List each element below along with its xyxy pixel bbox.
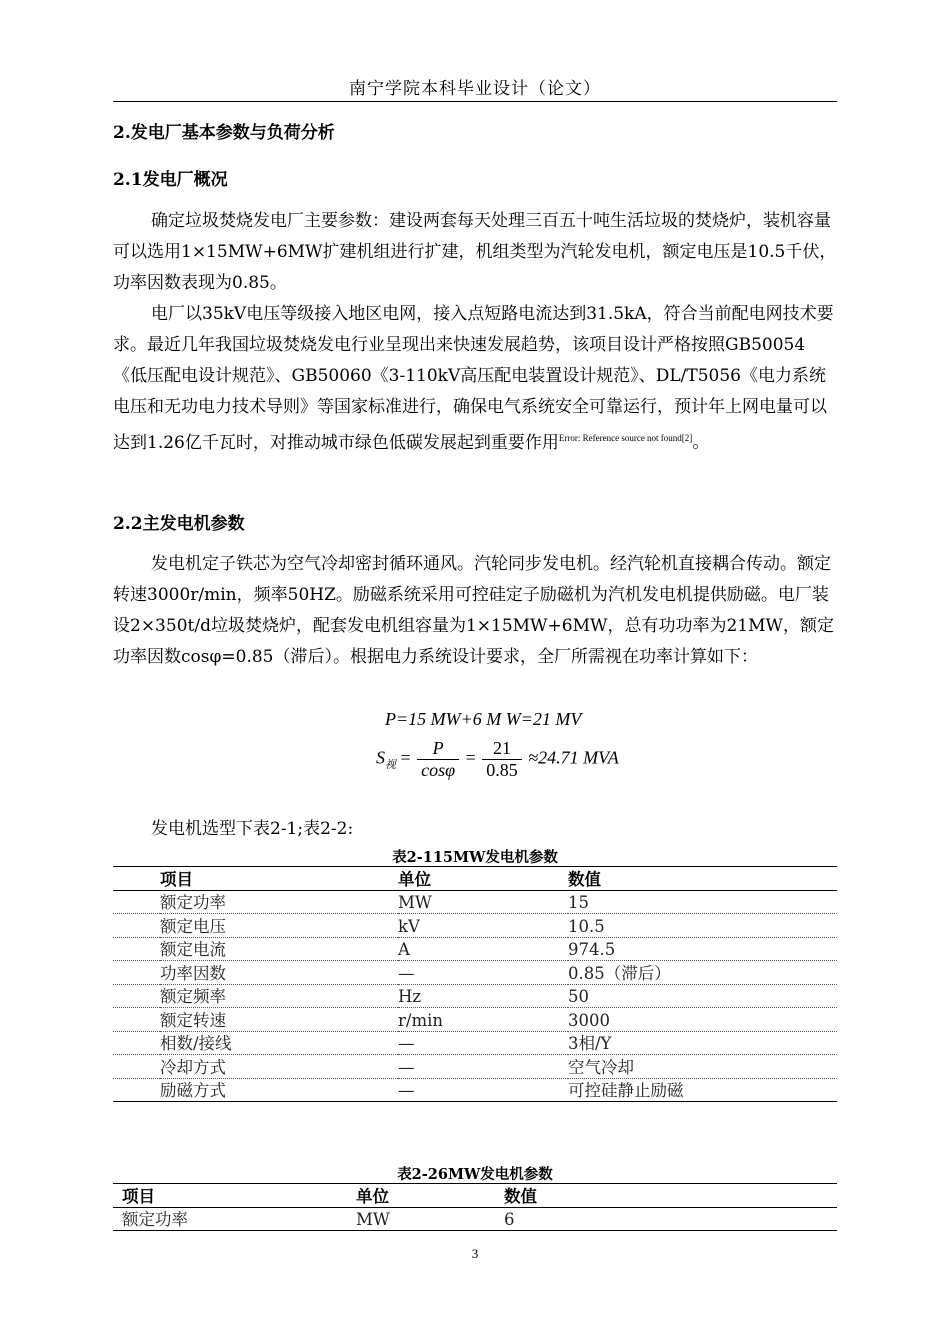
section-2-1-paragraph-1 — [113, 206, 837, 299]
cell-value: 6 — [504, 1207, 837, 1231]
fraction-denominator: cosφ — [421, 760, 456, 780]
column-header-unit: 单位 — [398, 867, 568, 891]
cell-unit: Hz — [398, 984, 568, 1008]
formula-lhs: S — [376, 747, 385, 768]
column-header-unit: 单位 — [356, 1184, 504, 1208]
cell-unit: kV — [398, 914, 568, 938]
cell-value: 15 — [568, 890, 837, 914]
column-header-value: 数值 — [568, 867, 837, 891]
section-2-2-paragraph-1 — [113, 549, 837, 673]
formula-apparent-power — [376, 738, 619, 781]
table-1-caption: 表2-115MW发电机参数 — [392, 849, 558, 866]
formula-fraction-2 — [482, 738, 522, 781]
table-header-row — [113, 1184, 837, 1208]
section-2-1-heading: 2.1发电厂概况 — [113, 170, 228, 190]
formula-equals: = — [465, 747, 476, 768]
cell-item: 功率因数 — [160, 961, 398, 985]
formula-fraction-1 — [417, 738, 459, 781]
page-header-title: 南宁学院本科毕业设计（论文） — [349, 79, 601, 99]
cell-value: 3相/Y — [568, 1031, 837, 1055]
table-row — [113, 914, 837, 938]
cell-unit: MW — [398, 890, 568, 914]
cell-unit: — — [398, 1055, 568, 1079]
table-row — [113, 1008, 837, 1032]
fraction-numerator: 21 — [482, 738, 522, 760]
generator-15mw-table — [113, 866, 837, 1102]
cell-item: 额定转速 — [160, 1008, 398, 1032]
table-row — [113, 890, 837, 914]
table-row — [113, 937, 837, 961]
paragraph-text: 电厂以35kV电压等级接入地区电网，接入点短路电流达到31.5kA，符合当前配电网技术要求。最近几年我国垃圾焚烧发电行业呈现出来快速发展趋势，该项目设计严格按照GB50054《低压配电设计规范》、GB50060《3-110kV高压配电装置设计规范》、DL/T5056《电力系统电压和无功电力技术导则》等国家标准进行，确保电气系统安全可靠运行，预计年上网电量可以达到1.26亿千瓦时，对推动城市绿色低碳发展起到重要作用 — [113, 304, 834, 453]
column-header-item: 项目 — [160, 867, 398, 891]
fraction-denominator: 0.85 — [486, 760, 518, 780]
generator-6mw-table — [113, 1183, 837, 1231]
reference-citation: Error: Reference source not found[2] — [558, 433, 693, 443]
cell-value: 0.85（滞后） — [568, 961, 837, 985]
formula-equals: = — [400, 747, 411, 768]
paragraph-text: 发电机选型下表2-1;表2-2: — [151, 819, 354, 839]
table-row — [113, 1031, 837, 1055]
header-rule — [113, 101, 837, 102]
cell-item: 额定频率 — [160, 984, 398, 1008]
cell-unit: r/min — [398, 1008, 568, 1032]
cell-value: 可控硅静止励磁 — [568, 1078, 837, 1102]
cell-item: 额定电流 — [160, 937, 398, 961]
table-row — [113, 1207, 837, 1231]
section-2-2-paragraph-2 — [113, 814, 837, 845]
fraction-numerator: P — [417, 738, 459, 760]
cell-item: 冷却方式 — [160, 1055, 398, 1079]
cell-unit: MW — [356, 1207, 504, 1231]
cell-item: 额定电压 — [160, 914, 398, 938]
cell-unit: — — [398, 961, 568, 985]
cell-unit: — — [398, 1031, 568, 1055]
section-2-1-paragraph-2 — [113, 299, 837, 459]
section-2-2-heading: 2.2主发电机参数 — [113, 514, 245, 534]
formula-result: ≈24.71 MVA — [528, 747, 619, 768]
column-header-value: 数值 — [504, 1184, 837, 1208]
cell-item: 相数/接线 — [160, 1031, 398, 1055]
cell-unit: A — [398, 937, 568, 961]
cell-value: 974.5 — [568, 937, 837, 961]
column-header-item: 项目 — [122, 1184, 356, 1208]
cell-item: 额定功率 — [160, 890, 398, 914]
cell-value: 空气冷却 — [568, 1055, 837, 1079]
paragraph-end-mark: 。 — [692, 432, 710, 453]
cell-unit: — — [398, 1078, 568, 1102]
paragraph-text: 发电机定子铁芯为空气冷却密封循环通风。汽轮同步发电机。经汽轮机直接耦合传动。额定转速3000r/min，频率50HZ。励磁系统采用可控硅定子励磁机为汽机发电机提供励磁。电厂装设2×350t/d垃圾焚烧炉，配套发电机组容量为1×15MW+6MW，总有功功率为21MW，额定功率因数cosφ=0.85（滞后）。根据电力系统设计要求，全厂所需视在功率计算如下： — [113, 554, 834, 667]
table-row — [113, 984, 837, 1008]
section-2-heading: 2.发电厂基本参数与负荷分析 — [113, 123, 335, 143]
cell-item: 额定功率 — [122, 1207, 356, 1231]
cell-value: 10.5 — [568, 914, 837, 938]
page-number: 3 — [471, 1246, 479, 1261]
cell-value: 50 — [568, 984, 837, 1008]
table-row — [113, 1055, 837, 1079]
cell-value: 3000 — [568, 1008, 837, 1032]
table-2-caption: 表2-26MW发电机参数 — [397, 1166, 553, 1183]
formula-active-power: P=15 MW+6 M W=21 MV — [385, 709, 582, 729]
paragraph-text: 确定垃圾焚烧发电厂主要参数：建设两套每天处理三百五十吨生活垃圾的焚烧炉，装机容量可以选用1×15MW+6MW扩建机组进行扩建，机组类型为汽轮发电机，额定电压是10.5千伏，功率因数表现为0.85。 — [113, 211, 837, 293]
table-row — [113, 1078, 837, 1102]
cell-item: 励磁方式 — [160, 1078, 398, 1102]
table-row — [113, 961, 837, 985]
table-header-row — [113, 867, 837, 891]
formula-subscript: 视 — [385, 759, 396, 772]
